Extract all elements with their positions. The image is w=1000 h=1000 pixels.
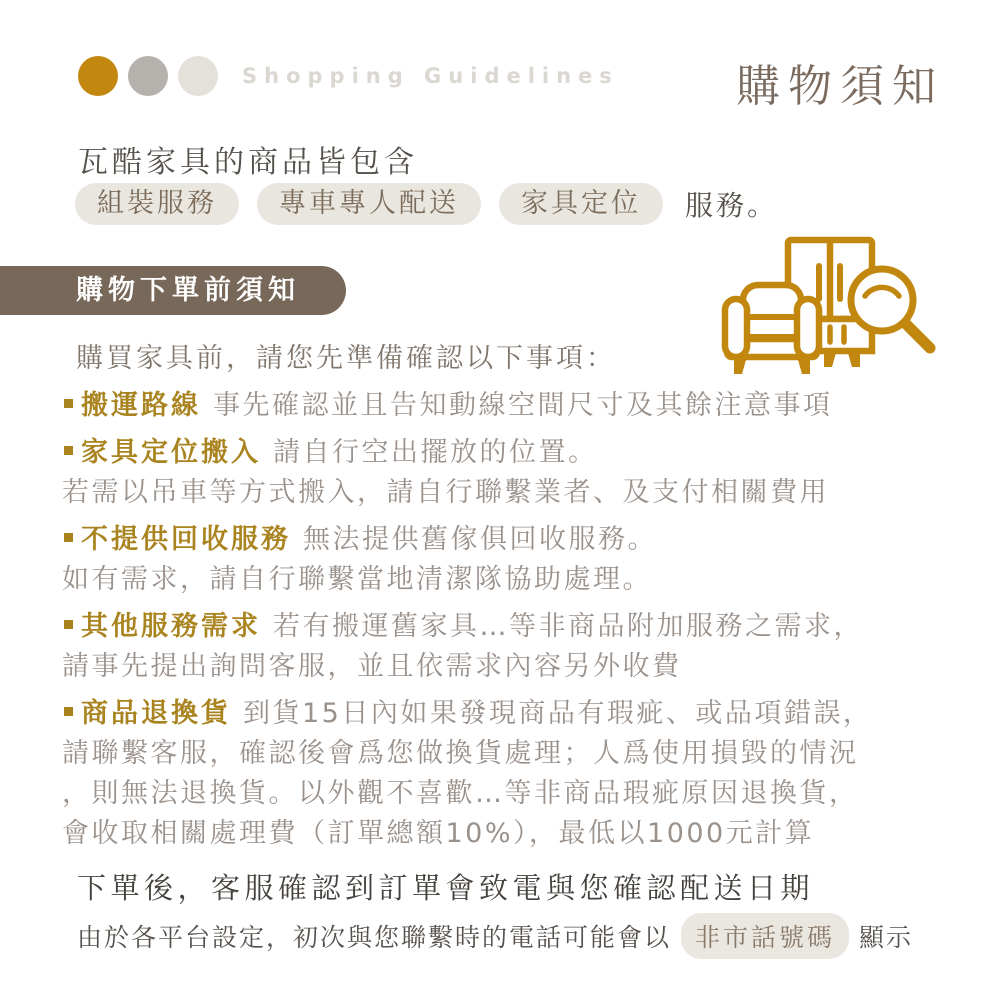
section-furniture-positioning — [62, 433, 962, 513]
section-text: ，則無法退換貨。以外觀不喜歡…等非商品瑕疵原因退換貨， — [62, 778, 859, 809]
bullet-icon — [64, 399, 73, 408]
bullet-icon — [64, 707, 73, 716]
footer-confirmation-note: 下單後，客服確認到訂單會致電與您確認配送日期 — [77, 871, 815, 905]
section-text: 事先確認並且告知動線空間尺寸及其餘注意事項 — [213, 390, 833, 421]
brand-dot-light-icon — [178, 56, 218, 96]
brand-dot-gold-icon — [78, 56, 118, 96]
section-text: 會收取相關處理費（訂單總額10%），最低以1000元計算 — [62, 818, 815, 849]
service-badge-row — [75, 183, 778, 225]
page-title: 購物須知 — [736, 61, 944, 112]
section-text: 請自行空出擺放的位置。 — [273, 437, 598, 468]
section-label: 不提供回收服務 — [81, 524, 291, 555]
section-text: 無法提供舊傢俱回收服務。 — [303, 524, 657, 555]
section-returns-exchanges — [62, 694, 962, 854]
notice-sections — [62, 386, 962, 861]
badge-non-landline-number: 非市話號碼 — [681, 913, 849, 959]
section-other-services — [62, 607, 962, 687]
section-label: 搬運路線 — [81, 390, 201, 421]
section-text: 若需以吊車等方式搬入，請自行聯繫業者、及支付相關費用 — [62, 477, 829, 508]
badge-assembly-service: 組裝服務 — [75, 183, 239, 225]
brand-row — [78, 56, 619, 96]
badge-suffix-text: 服務。 — [685, 189, 779, 222]
section-text: 請事先提出詢問客服，並且依需求內容另外收費 — [62, 651, 682, 682]
brand-english-label: Shopping Guidelines — [242, 64, 619, 88]
badge-furniture-positioning: 家具定位 — [499, 183, 663, 225]
bullet-icon — [64, 533, 73, 542]
section-label: 其他服務需求 — [81, 611, 261, 642]
brand-dot-gray-icon — [128, 56, 168, 96]
badge-dedicated-delivery: 專車專人配送 — [257, 183, 481, 225]
bullet-icon — [64, 446, 73, 455]
bullet-icon — [64, 620, 73, 629]
intro-heading: 瓦酷家具的商品皆包含 — [78, 145, 418, 180]
section-label: 家具定位搬入 — [81, 437, 261, 468]
banner-label: 購物下單前須知 — [76, 275, 300, 306]
section-text: 如有需求，請自行聯繫當地清潔隊協助處理。 — [62, 564, 652, 595]
footer-phone-note — [77, 913, 913, 959]
pre-order-notice-banner — [0, 266, 346, 315]
section-text: 請聯繫客服，確認後會爲您做換貨處理；人爲使用損毀的情況 — [62, 738, 859, 769]
furniture-search-icon — [712, 224, 944, 376]
section-text: 若有搬運舊家具…等非商品附加服務之需求， — [273, 611, 863, 642]
footer-phone-note-suffix: 顯示 — [859, 923, 914, 952]
section-moving-route — [62, 386, 962, 426]
notice-intro: 購買家具前，請您先準備確認以下事項： — [76, 343, 616, 374]
section-label: 商品退換貨 — [81, 698, 231, 729]
section-no-recycling — [62, 520, 962, 600]
section-text: 到貨15日內如果發現商品有瑕疵、或品項錯誤， — [243, 698, 873, 729]
footer-phone-note-prefix: 由於各平台設定，初次與您聯繫時的電話可能會以 — [77, 923, 672, 952]
